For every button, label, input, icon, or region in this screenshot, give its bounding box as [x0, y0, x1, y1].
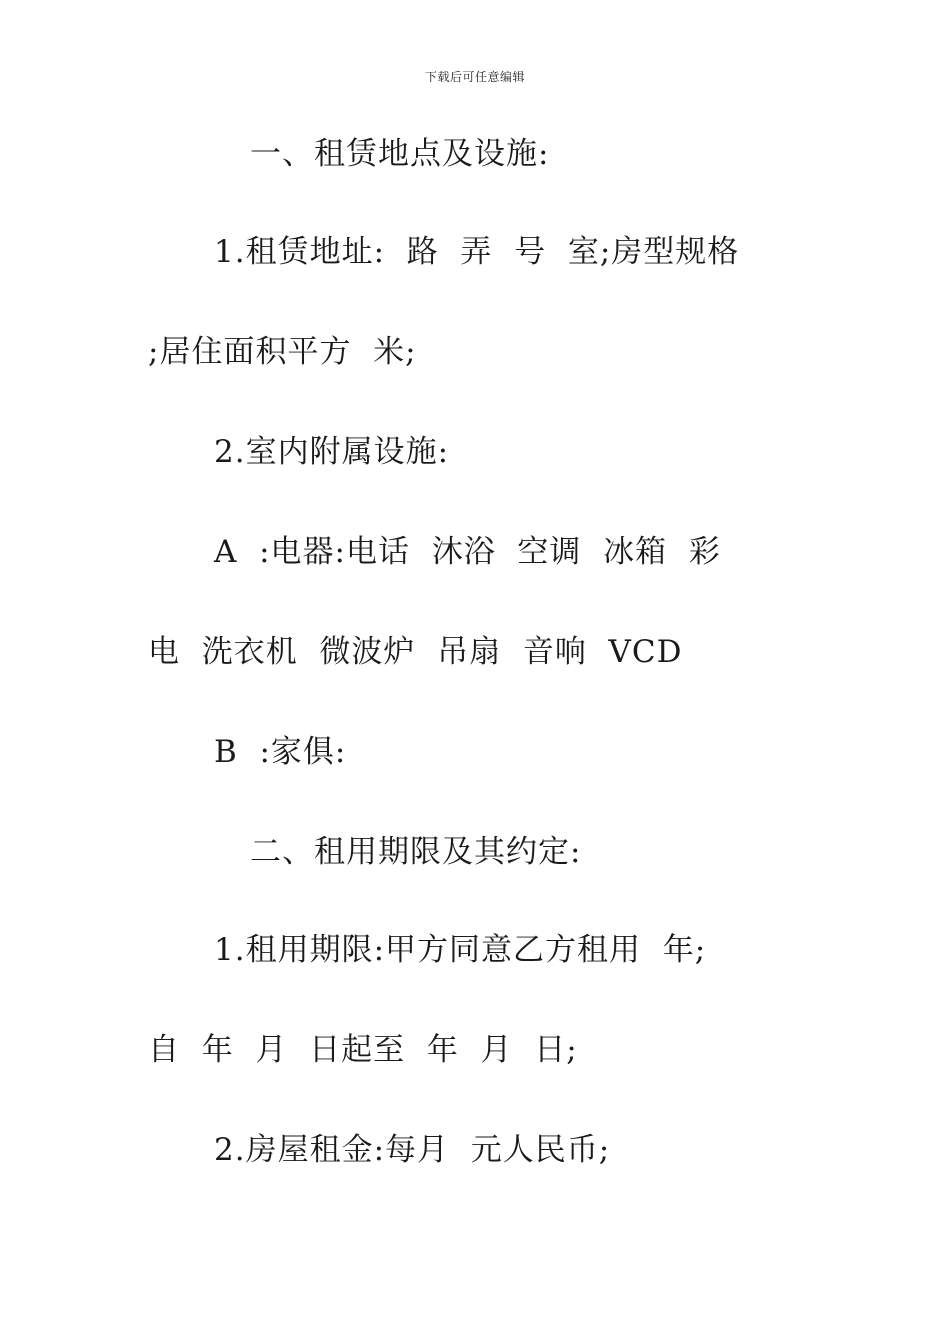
- header-note: 下载后可任意编辑: [424, 70, 525, 84]
- section-title-2: 二、租用期限及其约定:: [250, 834, 582, 870]
- paragraph-line: 2.室内附属设施:: [214, 434, 450, 470]
- paragraph-line: A :电器:电话 沐浴 空调 冰箱 彩: [214, 534, 721, 570]
- section-title-1: 一、租赁地点及设施:: [250, 136, 550, 172]
- paragraph-line: 1.租赁地址: 路 弄 号 室;房型规格: [214, 234, 740, 270]
- paragraph-line: ;居住面积平方 米;: [148, 334, 417, 370]
- paragraph-line: B :家俱:: [214, 734, 347, 770]
- paragraph-line: 电 洗衣机 微波炉 吊扇 音响 VCD: [148, 634, 683, 670]
- paragraph-line: 1.租用期限:甲方同意乙方租用 年;: [214, 932, 707, 968]
- paragraph-line: 2.房屋租金:每月 元人民币;: [214, 1132, 611, 1168]
- paragraph-line: 自 年 月 日起至 年 月 日;: [148, 1032, 578, 1068]
